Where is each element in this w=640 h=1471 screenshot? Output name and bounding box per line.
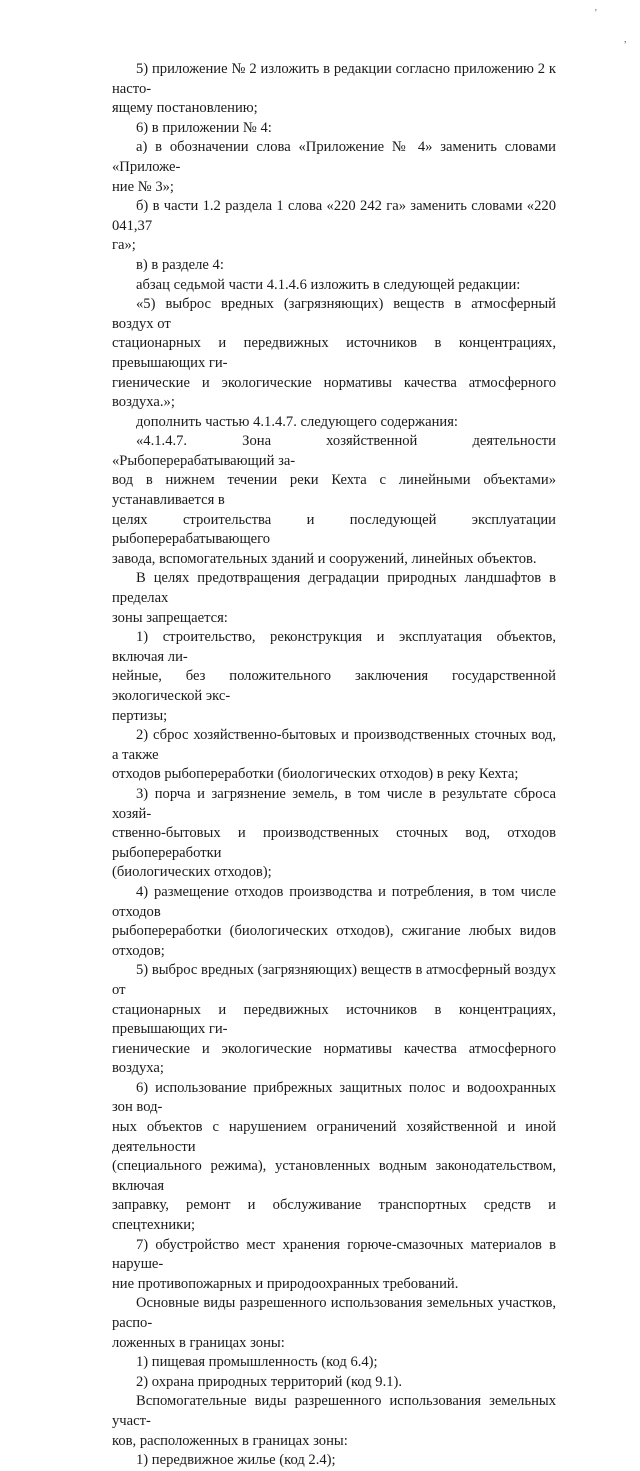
paragraph: 5) приложение № 2 изложить в редакции согласно приложению 2 к насто- ящему постановлению;	[112, 61, 556, 117]
document-body	[112, 60, 556, 1471]
paragraph: 7) обустройство мест хранения горюче-смазочных материалов в наруше- ние противопожарных и природоохранных требований.	[112, 1236, 556, 1292]
paragraph: дополнить частью 4.1.4.7. следующего содержания:	[136, 413, 458, 430]
paragraph: В целях предотвращения деградации природных ландшафтов в пределах зоны запрещается:	[112, 570, 556, 626]
paragraph: 1) пищевая промышленность (код 6.4);	[136, 1354, 378, 1371]
paragraph: 2) сброс хозяйственно-бытовых и производственных сточных вод, а также отходов рыбопереработки (биологических отходов) в реку Кехта;	[112, 727, 556, 783]
paragraph: 3) порча и загрязнение земель, в том числе в результате сброса хозяй- ственно-бытовых и производственных сточных вод, отходов рыбопереработки (биологических отходов);	[112, 785, 556, 881]
paragraph: «4.1.4.7. Зона хозяйственной деятельности «Рыбоперерабатывающий за- вод в нижнем течении реки Кехта с линейными объектами» устанавливается в целях строительства и последующей эксплуатации рыбоперерабатывающего завода, вспомогательных зданий и сооружений, линейных объектов.	[112, 433, 556, 567]
paragraph: а) в обозначении слова «Приложение № 4» заменить словами «Приложе- ние № 3»;	[112, 139, 556, 195]
paragraph: 1) передвижное жилье (код 2.4);	[136, 1452, 336, 1469]
paragraph: Основные виды разрешенного использования земельных участков, распо- ложенных в границах зоны:	[112, 1295, 556, 1351]
paragraph: 4) размещение отходов производства и потребления, в том числе отходов рыбопереработки (биологических отходов), сжигание любых видов отходов;	[112, 883, 556, 959]
paragraph: «5) выброс вредных (загрязняющих) веществ в атмосферный воздух от стационарных и передвижных источников в концентрациях, превышающих ги- гиенические и экологические нормативы качества атмосферного воздуха.»;	[112, 296, 556, 411]
margin-mark: ,	[624, 34, 627, 45]
paragraph: 5) выброс вредных (загрязняющих) веществ в атмосферный воздух от стационарных и передвижных источников в концентрациях, превышающих ги- гиенические и экологические нормативы качества атмосферного воздуха;	[112, 962, 556, 1077]
paragraph: 1) строительство, реконструкция и эксплуатация объектов, включая ли- нейные, без положительного заключения государственной экологической экс- пертизы;	[112, 629, 556, 724]
paragraph: 6) использование прибрежных защитных полос и водоохранных зон вод- ных объектов с нарушением ограничений хозяйственной и иной деятельности (специального режима), установленных водным законодательством, включая заправку, ремонт и обслуживание транспортных средств и спецтехники;	[112, 1079, 556, 1234]
paragraph: Вспомогательные виды разрешенного использования земельных участ- ков, расположенных в границах зоны:	[112, 1393, 556, 1449]
paragraph: в) в разделе 4:	[136, 256, 224, 273]
margin-mark: '	[595, 8, 597, 19]
paragraph: 2) охрана природных территорий (код 9.1).	[136, 1373, 403, 1390]
paragraph: 6) в приложении № 4:	[136, 119, 272, 136]
paragraph: б) в части 1.2 раздела 1 слова «220 242 га» заменить словами «220 041,37 га»;	[112, 198, 556, 254]
paragraph: абзац седьмой части 4.1.4.6 изложить в следующей редакции:	[136, 276, 521, 293]
